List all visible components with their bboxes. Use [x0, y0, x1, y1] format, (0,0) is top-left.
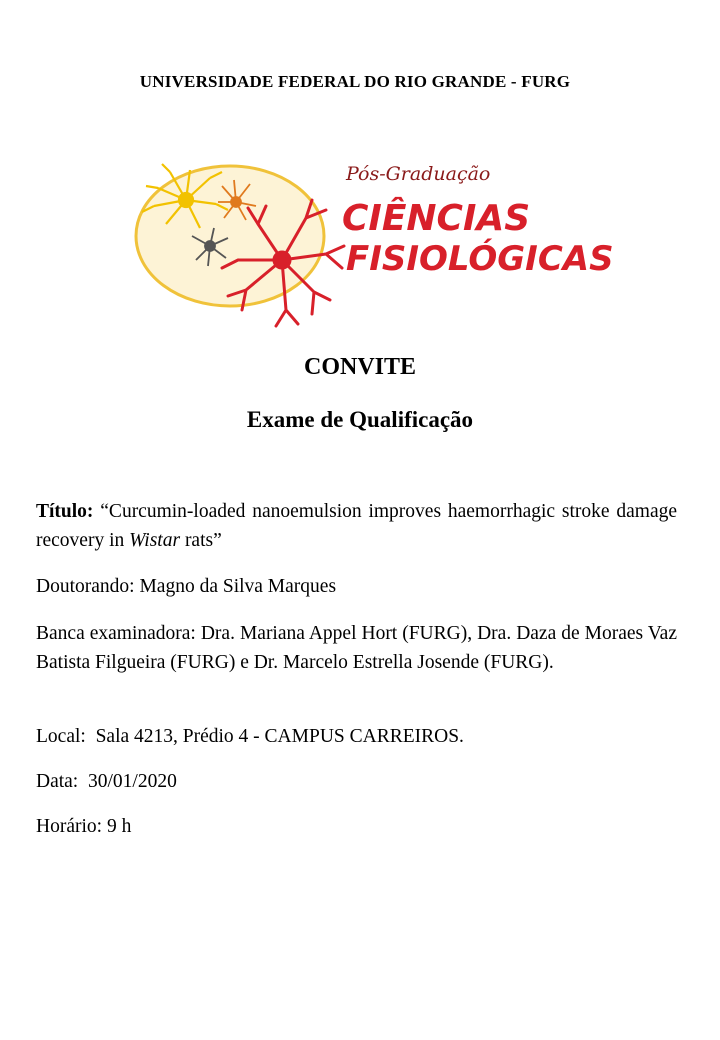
- time-paragraph: [36, 812, 677, 841]
- logo-line1: CIÊNCIAS: [342, 198, 531, 239]
- date-label: Data:: [36, 771, 79, 792]
- location-value: Sala 4213, Prédio 4 - CAMPUS CARREIROS.: [95, 726, 464, 747]
- thesis-title-paragraph: [36, 497, 677, 555]
- title-text-open: “Curcumin-loaded nanoemulsion improves haemorrhagic stroke damage recovery in: [36, 501, 678, 551]
- logo-subtitle: Pós-Graduação: [346, 163, 491, 185]
- title-text-close: rats”: [180, 530, 222, 551]
- candidate-label: Doutorando:: [36, 576, 135, 597]
- committee-label: Banca examinadora:: [36, 623, 196, 644]
- exam-heading: Exame de Qualificação: [246, 407, 474, 432]
- location-paragraph: [36, 722, 677, 751]
- title-italic: Wistar: [129, 530, 181, 551]
- date-paragraph: [36, 767, 677, 796]
- location-label: Local:: [36, 726, 86, 747]
- candidate-paragraph: [36, 572, 677, 601]
- invitation-heading: CONVITE: [303, 354, 417, 380]
- time-value: 9 h: [106, 816, 132, 837]
- logo-line2: FISIOLÓGICAS: [346, 239, 614, 279]
- committee-members: Dra. Mariana Appel Hort (FURG), Dra. Daza de Moraes Vaz Batista Filgueira (FURG) e Dr. Marcelo Estrella Josende (FURG).: [36, 623, 677, 673]
- time-label: Horário:: [36, 816, 103, 837]
- title-label: Título:: [36, 501, 94, 522]
- committee-paragraph: [36, 619, 677, 677]
- logo-graphic: [130, 150, 614, 330]
- candidate-name: Magno da Silva Marques: [139, 576, 337, 597]
- date-value: 30/01/2020: [87, 771, 177, 792]
- university-name: UNIVERSIDADE FEDERAL DO RIO GRANDE - FURG: [139, 72, 571, 91]
- program-logo: [130, 150, 614, 330]
